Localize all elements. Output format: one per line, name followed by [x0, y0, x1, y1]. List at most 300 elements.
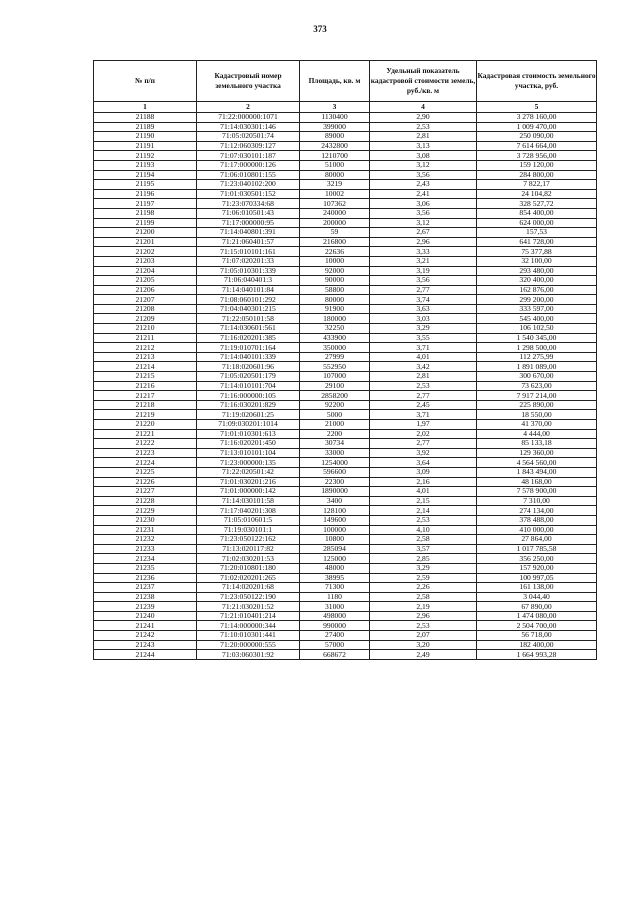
cadastral-cost-cell: 3 278 160,00: [477, 113, 597, 123]
cadastral-number-cell: 71:02:020201:265: [197, 573, 300, 583]
cadastral-number-cell: 71:14:030101:58: [197, 496, 300, 506]
unit-rate-cell: 2,81: [370, 132, 477, 142]
area-cell: 180000: [300, 314, 370, 324]
unit-rate-cell: 3,55: [370, 333, 477, 343]
cadastral-cost-cell: 293 480,00: [477, 266, 597, 276]
cadastral-cost-cell: 161 138,00: [477, 583, 597, 593]
cadastral-cost-cell: 624 000,00: [477, 218, 597, 228]
cadastre-table: [93, 60, 597, 660]
unit-rate-cell: 2,43: [370, 180, 477, 190]
area-cell: 22636: [300, 247, 370, 257]
cadastral-cost-cell: 159 120,00: [477, 160, 597, 170]
row-number-cell: 21200: [94, 228, 197, 238]
cadastral-cost-cell: 157,53: [477, 228, 597, 238]
row-number-cell: 21235: [94, 563, 197, 573]
area-cell: 285094: [300, 544, 370, 554]
table-row: [94, 218, 597, 228]
area-cell: 89000: [300, 132, 370, 142]
row-number-cell: 21214: [94, 362, 197, 372]
row-number-cell: 21197: [94, 199, 197, 209]
row-number-cell: 21211: [94, 333, 197, 343]
unit-rate-cell: 2,16: [370, 477, 477, 487]
column-number: 2: [197, 102, 300, 113]
cadastral-number-cell: 71:05:010601:5: [197, 515, 300, 525]
table-row: [94, 199, 597, 209]
cadastral-cost-cell: 854 400,00: [477, 208, 597, 218]
table-row: [94, 506, 597, 516]
area-cell: 3219: [300, 180, 370, 190]
area-cell: 1890000: [300, 487, 370, 497]
row-number-cell: 21203: [94, 256, 197, 266]
table-row: [94, 592, 597, 602]
unit-rate-cell: 2,53: [370, 122, 477, 132]
cadastral-number-cell: 71:16:020201:450: [197, 439, 300, 449]
cadastral-cost-cell: 7 310,00: [477, 496, 597, 506]
table-row: [94, 496, 597, 506]
column-number-row: [94, 102, 597, 113]
table-row: [94, 650, 597, 660]
row-number-cell: 21225: [94, 467, 197, 477]
row-number-cell: 21194: [94, 170, 197, 180]
area-cell: 100000: [300, 525, 370, 535]
cadastral-number-cell: 71:09:030201:1014: [197, 420, 300, 430]
row-number-cell: 21236: [94, 573, 197, 583]
unit-rate-cell: 2,41: [370, 189, 477, 199]
area-cell: 27999: [300, 352, 370, 362]
cadastral-cost-cell: 545 400,00: [477, 314, 597, 324]
cadastral-cost-cell: 24 104,82: [477, 189, 597, 199]
unit-rate-cell: 3,29: [370, 563, 477, 573]
cadastral-cost-cell: 4 564 560,00: [477, 458, 597, 468]
cadastral-number-cell: 71:04:040301:215: [197, 304, 300, 314]
table-row: [94, 381, 597, 391]
area-cell: 90000: [300, 276, 370, 286]
cadastral-cost-cell: 162 876,00: [477, 285, 597, 295]
cadastral-cost-cell: 18 550,00: [477, 410, 597, 420]
table-row: [94, 525, 597, 535]
area-cell: 10800: [300, 535, 370, 545]
cadastral-number-cell: 71:12:060309:127: [197, 141, 300, 151]
row-number-cell: 21220: [94, 420, 197, 430]
row-number-cell: 21241: [94, 621, 197, 631]
row-number-cell: 21199: [94, 218, 197, 228]
table-row: [94, 573, 597, 583]
cadastral-cost-cell: 641 728,00: [477, 237, 597, 247]
row-number-cell: 21192: [94, 151, 197, 161]
unit-rate-cell: 2,96: [370, 237, 477, 247]
table-row: [94, 237, 597, 247]
unit-rate-cell: 3,21: [370, 256, 477, 266]
row-number-cell: 21222: [94, 439, 197, 449]
unit-rate-cell: 3,06: [370, 199, 477, 209]
unit-rate-cell: 3,57: [370, 544, 477, 554]
unit-rate-cell: 3,29: [370, 324, 477, 334]
row-number-cell: 21217: [94, 391, 197, 401]
cadastral-number-cell: 71:23:040102:200: [197, 180, 300, 190]
table-row: [94, 544, 597, 554]
cadastral-number-cell: 71:21:030201:52: [197, 602, 300, 612]
unit-rate-cell: 2,07: [370, 631, 477, 641]
area-cell: 57000: [300, 640, 370, 650]
area-cell: 399000: [300, 122, 370, 132]
header-unit-rate: Удельный показатель кадастровой стоимости земель, руб./кв. м: [370, 61, 477, 102]
area-cell: 1210700: [300, 151, 370, 161]
unit-rate-cell: 3,09: [370, 467, 477, 477]
table-row: [94, 458, 597, 468]
table-row: [94, 563, 597, 573]
table-row: [94, 391, 597, 401]
unit-rate-cell: 3,71: [370, 343, 477, 353]
cadastral-number-cell: 71:01:000000:142: [197, 487, 300, 497]
cadastral-cost-cell: 1 540 345,00: [477, 333, 597, 343]
cadastral-cost-cell: 7 578 900,00: [477, 487, 597, 497]
cadastral-cost-cell: 1 017 785,58: [477, 544, 597, 554]
unit-rate-cell: 2,58: [370, 535, 477, 545]
cadastral-number-cell: 71:23:050122:190: [197, 592, 300, 602]
table-row: [94, 439, 597, 449]
cadastral-number-cell: 71:18:020601:96: [197, 362, 300, 372]
row-number-cell: 21195: [94, 180, 197, 190]
unit-rate-cell: 3,56: [370, 208, 477, 218]
unit-rate-cell: 3,71: [370, 410, 477, 420]
area-cell: 668672: [300, 650, 370, 660]
area-cell: 433900: [300, 333, 370, 343]
cadastral-number-cell: 71:20:010801:180: [197, 563, 300, 573]
unit-rate-cell: 3,08: [370, 151, 477, 161]
unit-rate-cell: 2,15: [370, 496, 477, 506]
cadastral-number-cell: 71:01:030201:216: [197, 477, 300, 487]
row-number-cell: 21190: [94, 132, 197, 142]
area-cell: 498000: [300, 611, 370, 621]
table-row: [94, 151, 597, 161]
cadastral-cost-cell: 41 370,00: [477, 420, 597, 430]
cadastral-cost-cell: 378 488,00: [477, 515, 597, 525]
area-cell: 32250: [300, 324, 370, 334]
table-row: [94, 448, 597, 458]
table-row: [94, 631, 597, 641]
table-row: [94, 170, 597, 180]
cadastral-cost-cell: 300 670,00: [477, 372, 597, 382]
cadastral-number-cell: 71:20:000000:555: [197, 640, 300, 650]
unit-rate-cell: 3,63: [370, 304, 477, 314]
header-area: Площадь, кв. м: [300, 61, 370, 102]
area-cell: 107362: [300, 199, 370, 209]
row-number-cell: 21232: [94, 535, 197, 545]
cadastral-cost-cell: 1 474 080,00: [477, 611, 597, 621]
table-row: [94, 122, 597, 132]
unit-rate-cell: 3,56: [370, 276, 477, 286]
cadastral-number-cell: 71:22:050101:58: [197, 314, 300, 324]
unit-rate-cell: 2,45: [370, 400, 477, 410]
cadastral-cost-cell: 56 718,00: [477, 631, 597, 641]
table-row: [94, 429, 597, 439]
unit-rate-cell: 3,20: [370, 640, 477, 650]
table-row: [94, 247, 597, 257]
cadastral-number-cell: 71:21:010401:214: [197, 611, 300, 621]
unit-rate-cell: 3,03: [370, 314, 477, 324]
cadastral-cost-cell: 333 597,00: [477, 304, 597, 314]
row-number-cell: 21189: [94, 122, 197, 132]
area-cell: 3400: [300, 496, 370, 506]
column-number: 4: [370, 102, 477, 113]
table-row: [94, 487, 597, 497]
row-number-cell: 21202: [94, 247, 197, 257]
table-row: [94, 113, 597, 123]
area-cell: 552950: [300, 362, 370, 372]
table-row: [94, 602, 597, 612]
table-row: [94, 467, 597, 477]
area-cell: 2432800: [300, 141, 370, 151]
table-row: [94, 477, 597, 487]
cadastral-cost-cell: 112 275,99: [477, 352, 597, 362]
row-number-cell: 21221: [94, 429, 197, 439]
unit-rate-cell: 2,90: [370, 113, 477, 123]
unit-rate-cell: 2,14: [370, 506, 477, 516]
header-cadastral-cost: Кадастровая стоимость земельного участка, руб.: [477, 61, 597, 102]
area-cell: 200000: [300, 218, 370, 228]
area-cell: 30734: [300, 439, 370, 449]
table-row: [94, 208, 597, 218]
unit-rate-cell: 3,64: [370, 458, 477, 468]
cadastral-cost-cell: 2 504 700,00: [477, 621, 597, 631]
row-number-cell: 21198: [94, 208, 197, 218]
area-cell: 990000: [300, 621, 370, 631]
row-number-cell: 21204: [94, 266, 197, 276]
cadastral-number-cell: 71:07:020201:33: [197, 256, 300, 266]
unit-rate-cell: 4,01: [370, 487, 477, 497]
area-cell: 48000: [300, 563, 370, 573]
table-row: [94, 535, 597, 545]
area-cell: 31000: [300, 602, 370, 612]
row-number-cell: 21210: [94, 324, 197, 334]
cadastral-cost-cell: 106 102,50: [477, 324, 597, 334]
unit-rate-cell: 2,81: [370, 372, 477, 382]
row-number-cell: 21218: [94, 400, 197, 410]
cadastral-number-cell: 71:19:010701:164: [197, 343, 300, 353]
table-row: [94, 621, 597, 631]
column-number: 1: [94, 102, 197, 113]
area-cell: 21000: [300, 420, 370, 430]
area-cell: 107000: [300, 372, 370, 382]
cadastral-cost-cell: 129 360,00: [477, 448, 597, 458]
table-row: [94, 400, 597, 410]
table-row: [94, 333, 597, 343]
unit-rate-cell: 2,49: [370, 650, 477, 660]
row-number-cell: 21237: [94, 583, 197, 593]
unit-rate-cell: 2,58: [370, 592, 477, 602]
table-row: [94, 515, 597, 525]
row-number-cell: 21213: [94, 352, 197, 362]
table-row: [94, 420, 597, 430]
cadastral-number-cell: 71:16:000000:105: [197, 391, 300, 401]
table-row: [94, 362, 597, 372]
page-number: 373: [313, 24, 327, 34]
cadastral-cost-cell: 284 800,00: [477, 170, 597, 180]
table-body: [94, 113, 597, 660]
row-number-cell: 21242: [94, 631, 197, 641]
cadastral-number-cell: 71:06:010801:155: [197, 170, 300, 180]
area-cell: 80000: [300, 170, 370, 180]
cadastral-number-cell: 71:10:010301:441: [197, 631, 300, 641]
row-number-cell: 21228: [94, 496, 197, 506]
unit-rate-cell: 3,19: [370, 266, 477, 276]
unit-rate-cell: 2,53: [370, 621, 477, 631]
row-number-cell: 21191: [94, 141, 197, 151]
row-number-cell: 21206: [94, 285, 197, 295]
row-number-cell: 21243: [94, 640, 197, 650]
area-cell: 128100: [300, 506, 370, 516]
cadastral-cost-cell: 320 400,00: [477, 276, 597, 286]
cadastral-number-cell: 71:13:020117:82: [197, 544, 300, 554]
area-cell: 149600: [300, 515, 370, 525]
table-row: [94, 611, 597, 621]
table-row: [94, 266, 597, 276]
cadastral-number-cell: 71:02:030201:53: [197, 554, 300, 564]
row-number-cell: 21216: [94, 381, 197, 391]
cadastral-cost-cell: 48 168,00: [477, 477, 597, 487]
cadastral-number-cell: 71:23:070334:68: [197, 199, 300, 209]
unit-rate-cell: 2,67: [370, 228, 477, 238]
table-row: [94, 304, 597, 314]
cadastral-cost-cell: 27 864,00: [477, 535, 597, 545]
cadastral-cost-cell: 7 822,17: [477, 180, 597, 190]
row-number-cell: 21207: [94, 295, 197, 305]
area-cell: 596600: [300, 467, 370, 477]
cadastral-cost-cell: 100 997,05: [477, 573, 597, 583]
area-cell: 1254000: [300, 458, 370, 468]
unit-rate-cell: 2,02: [370, 429, 477, 439]
table-row: [94, 189, 597, 199]
cadastral-cost-cell: 1 664 993,28: [477, 650, 597, 660]
area-cell: 240000: [300, 208, 370, 218]
cadastral-number-cell: 71:06:040401:3: [197, 276, 300, 286]
cadastral-cost-cell: 75 377,88: [477, 247, 597, 257]
area-cell: 92200: [300, 400, 370, 410]
table-row: [94, 256, 597, 266]
header-cadastral-number: Кадастровый номер земельного участка: [197, 61, 300, 102]
unit-rate-cell: 1,97: [370, 420, 477, 430]
row-number-cell: 21230: [94, 515, 197, 525]
cadastral-number-cell: 71:15:010101:161: [197, 247, 300, 257]
cadastral-cost-cell: 4 444,00: [477, 429, 597, 439]
unit-rate-cell: 2,19: [370, 602, 477, 612]
cadastral-cost-cell: 7 614 664,00: [477, 141, 597, 151]
cadastral-cost-cell: 1 298 500,00: [477, 343, 597, 353]
table-row: [94, 295, 597, 305]
cadastral-number-cell: 71:14:040101:339: [197, 352, 300, 362]
column-number: 5: [477, 102, 597, 113]
area-cell: 350000: [300, 343, 370, 353]
row-number-cell: 21224: [94, 458, 197, 468]
area-cell: 1130400: [300, 113, 370, 123]
row-number-cell: 21215: [94, 372, 197, 382]
row-number-cell: 21231: [94, 525, 197, 535]
area-cell: 5000: [300, 410, 370, 420]
cadastral-number-cell: 71:14:030301:146: [197, 122, 300, 132]
cadastral-number-cell: 71:17:000000:126: [197, 160, 300, 170]
unit-rate-cell: 3,56: [370, 170, 477, 180]
cadastral-number-cell: 71:14:000000:344: [197, 621, 300, 631]
table-row: [94, 132, 597, 142]
table-row: [94, 554, 597, 564]
table-row: [94, 372, 597, 382]
cadastral-number-cell: 71:14:040101:84: [197, 285, 300, 295]
area-cell: 10002: [300, 189, 370, 199]
unit-rate-cell: 4,01: [370, 352, 477, 362]
row-number-cell: 21212: [94, 343, 197, 353]
unit-rate-cell: 2,77: [370, 439, 477, 449]
row-number-cell: 21219: [94, 410, 197, 420]
cadastral-number-cell: 71:19:030101:1: [197, 525, 300, 535]
cadastral-cost-cell: 1 843 494,00: [477, 467, 597, 477]
table-row: [94, 314, 597, 324]
area-cell: 91900: [300, 304, 370, 314]
area-cell: 10000: [300, 256, 370, 266]
unit-rate-cell: 3,74: [370, 295, 477, 305]
cadastral-cost-cell: 73 623,00: [477, 381, 597, 391]
cadastral-number-cell: 71:19:020601:25: [197, 410, 300, 420]
cadastral-number-cell: 71:14:040801:391: [197, 228, 300, 238]
row-number-cell: 21233: [94, 544, 197, 554]
row-number-cell: 21196: [94, 189, 197, 199]
cadastral-number-cell: 71:21:060401:57: [197, 237, 300, 247]
table-row: [94, 141, 597, 151]
row-number-cell: 21240: [94, 611, 197, 621]
unit-rate-cell: 3,92: [370, 448, 477, 458]
cadastral-cost-cell: 250 090,00: [477, 132, 597, 142]
cadastral-cost-cell: 274 134,00: [477, 506, 597, 516]
cadastral-cost-cell: 67 890,00: [477, 602, 597, 612]
row-number-cell: 21234: [94, 554, 197, 564]
area-cell: 1180: [300, 592, 370, 602]
header-row: [94, 61, 597, 102]
row-number-cell: 21226: [94, 477, 197, 487]
unit-rate-cell: 2,77: [370, 285, 477, 295]
cadastral-number-cell: 71:05:010301:339: [197, 266, 300, 276]
column-number: 3: [300, 102, 370, 113]
area-cell: 80000: [300, 295, 370, 305]
area-cell: 33000: [300, 448, 370, 458]
cadastral-number-cell: 71:08:060101:292: [197, 295, 300, 305]
cadastral-number-cell: 71:17:000000:95: [197, 218, 300, 228]
unit-rate-cell: 3,13: [370, 141, 477, 151]
cadastral-cost-cell: 225 890,00: [477, 400, 597, 410]
cadastral-number-cell: 71:17:040201:308: [197, 506, 300, 516]
area-cell: 216800: [300, 237, 370, 247]
cadastral-cost-cell: 157 920,00: [477, 563, 597, 573]
cadastral-number-cell: 71:16:030201:829: [197, 400, 300, 410]
cadastral-number-cell: 71:14:030601:561: [197, 324, 300, 334]
cadastral-number-cell: 71:23:050122:162: [197, 535, 300, 545]
row-number-cell: 21238: [94, 592, 197, 602]
unit-rate-cell: 2,85: [370, 554, 477, 564]
row-number-cell: 21239: [94, 602, 197, 612]
cadastral-number-cell: 71:22:000000:1071: [197, 113, 300, 123]
row-number-cell: 21209: [94, 314, 197, 324]
cadastral-number-cell: 71:05:020501:74: [197, 132, 300, 142]
area-cell: 58800: [300, 285, 370, 295]
table-row: [94, 352, 597, 362]
area-cell: 59: [300, 228, 370, 238]
area-cell: 92000: [300, 266, 370, 276]
cadastral-cost-cell: 356 250,00: [477, 554, 597, 564]
cadastral-number-cell: 71:03:060301:92: [197, 650, 300, 660]
table-row: [94, 276, 597, 286]
cadastral-cost-cell: 1 891 089,00: [477, 362, 597, 372]
cadastral-cost-cell: 85 133,18: [477, 439, 597, 449]
cadastral-cost-cell: 299 200,00: [477, 295, 597, 305]
area-cell: 38995: [300, 573, 370, 583]
